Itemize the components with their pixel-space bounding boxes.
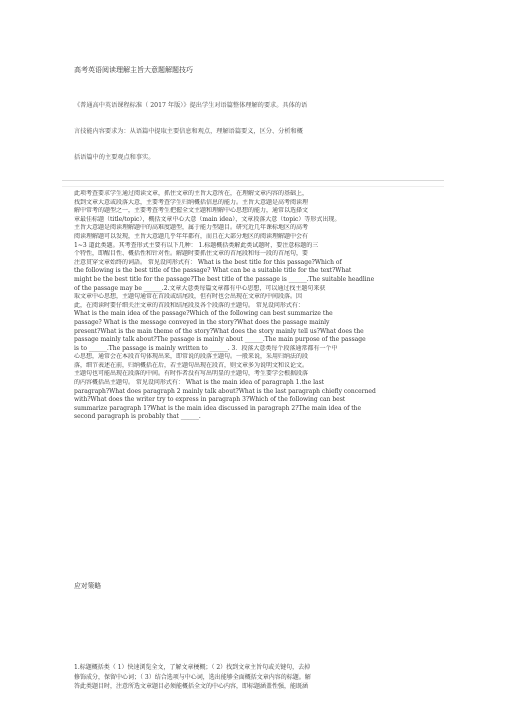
body-line: paragraph?What does paragraph 2 mainly talk about?What is the last paragraph chiefly concerned — [74, 387, 376, 395]
body-line: 心思想，通常会在本段首句体现出来，即常说的段落主题句。一般来说，采用归纳法的段 — [74, 353, 309, 361]
intro-line: 括语篇中的主要观点和事实。 — [74, 154, 155, 161]
section-heading: 应对策略 — [74, 582, 102, 590]
body-line: summarize paragraph 1?What is the main idea discussed in paragraph 2?The main idea of the — [74, 404, 362, 412]
strategy-line: 1.标题概括类（ 1）快速浏览全文，了解文章梗概；（ 2）找到文章主旨句或关键句，去掉 — [74, 664, 311, 671]
intro-line: 言技能内容要求为：从语篇中提取主要信息和观点，理解语篇要义，区分、分析和概 — [74, 128, 303, 135]
body-line: 此，在阅读时要仔细关注文章的首段和结尾段及各个段落的主题句。 常见设问形式有： — [74, 301, 304, 309]
body-line: 章最佳标题（title/topic），概括文章中心大意（main idea），文章段落大意（topic）等形式出现。 — [74, 215, 341, 223]
body-line: the following is the best title of the passage? What can be a suitable title for the text?What — [74, 267, 352, 275]
divider — [62, 186, 444, 187]
body-line: 1~3 道此类题。其考查形式主要有以下几种： 1.标题概括类解此类试题时，要注意标题的三 — [74, 241, 319, 249]
body-line: 注意贯穿文章始终的词語。 常见设问形式有： What is the best title for this passage?Which of — [74, 258, 342, 266]
body-line: 主题句也可能出现在段落的中间。有时作者没有写出明显的主题句，考生要学会根据段落 — [74, 370, 309, 378]
body-line: might be the best title for the passage?The best title of the passage is ______.The suitable headline — [74, 275, 375, 283]
body-line: 阅读理解题可以发现，主旨大意题几乎年年都有，而且在大部分地区的阅读理解题中会有 — [74, 232, 309, 240]
body-line: of the passage may be ______.2.文章大意类每篇文章都有中心思想，可以通过找主题句来获 — [74, 284, 326, 292]
body-line: 个特性，即醒目性、概括性和针对性。解题时要抓住文章的首尾段和每一段的首尾句，要 — [74, 250, 309, 258]
body-line: 此项考查要求学生通过阅读文章，抓住文章的主旨大意所在，在理解文章内容的基础上， — [74, 190, 309, 197]
body-line: What is the main idea of the passage?Which of the following can best summarize the — [74, 310, 333, 318]
body-line: 找到文章大意或段落大意，主要考查学生归纳概括信息的能力。主旨大意题是高考阅读理 — [74, 198, 309, 206]
body-line: present?What is the main theme of the story?What does the story mainly tell us?What does the — [74, 327, 364, 335]
body-paragraph — [74, 190, 436, 422]
divider — [62, 180, 444, 181]
intro-line: 《普通高中英语课程标准（ 2017 年版）》提出学生对语篇整体理解的要求。具体的语 — [74, 102, 308, 109]
body-line: passage? What is the message conveyed in the story?What does the passage mainly — [74, 318, 330, 326]
body-line: second paragraph is probably that ______. — [74, 413, 201, 421]
strategy-line: 答此类题目时，注意所选文章题目必须能概括全文的中心内容，即标题涵盖性强，能既涵 — [74, 683, 309, 690]
body-line: 落，细节表述在前，归纳概括在后，若主题句出现在段首，则文章多为说明文和议论文。 — [74, 361, 309, 369]
body-line: is to ______.The passage is mainly written to ______. 3．段落大意类每个段落通常都有一个中 — [74, 344, 338, 352]
body-line: passage mainly talk about?The passage is mainly about ______.The main purpose of the passage — [74, 336, 366, 344]
strategy-line: 修饰成分，保留中心词；（ 3）结合选项与中心词，选出能够全面概括文章内容的标题。解 — [74, 673, 311, 681]
body-line: 的内容概括出主题句。 常见设问形式有： What is the main idea of paragraph 1.the last — [74, 379, 325, 387]
strategy-paragraph — [74, 663, 436, 692]
body-line: with?What does the writer try to express in paragraph 3?Which of the following can best — [74, 396, 346, 404]
body-line: 取文章中心思想，主题句通常在首段或结尾段，但有时也会出现在文章的中间段落。因 — [74, 293, 303, 301]
body-line: 解中常考的题型之一，主要考查考生把握全文主题和理解中心思想的能力，通常以选择文 — [74, 207, 309, 215]
intro-paragraph — [74, 101, 434, 163]
body-line: 主旨大意题是阅读理解题中的高难度题型，属于能力型题目。研究近几年课标地区的高考 — [74, 224, 309, 232]
document-title: 高考英语阅读理解主旨大意题解题技巧 — [74, 66, 193, 74]
